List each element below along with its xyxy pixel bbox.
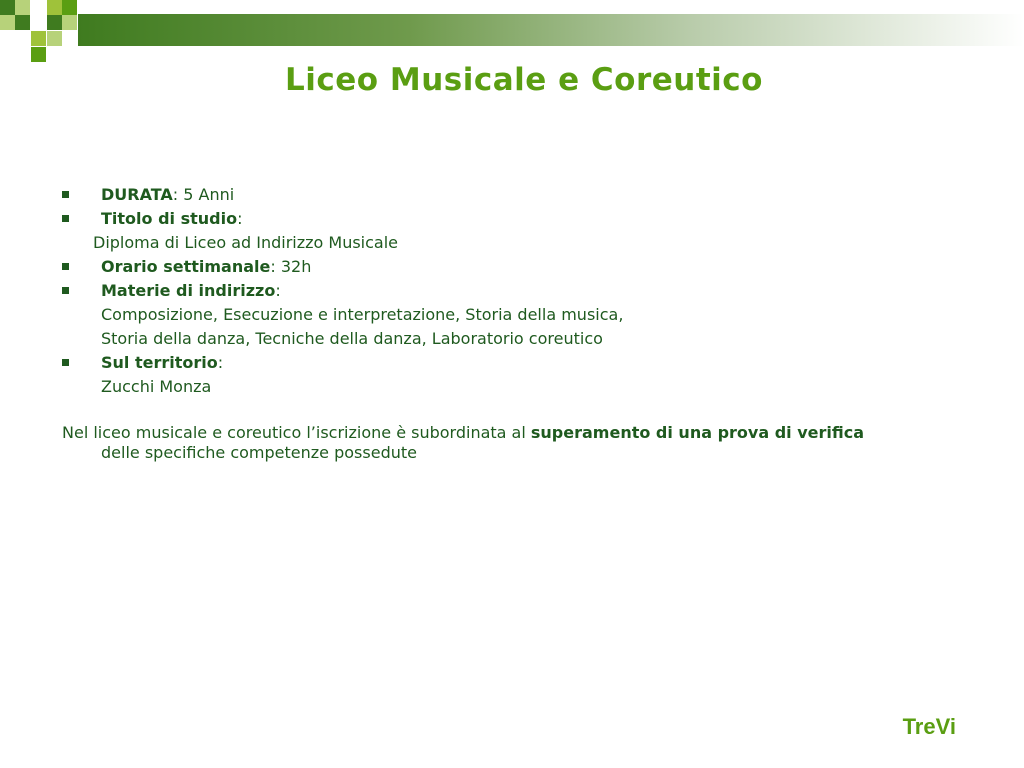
deco-square: [47, 31, 62, 46]
list-continuation: [62, 303, 962, 327]
deco-square: [62, 0, 77, 15]
item-label: Materie di indirizzo: [101, 281, 276, 300]
decorative-squares: [0, 0, 80, 62]
list-item: Titolo di studio:: [62, 207, 962, 231]
note-emphasis: superamento di una prova di verifica: [530, 423, 865, 442]
item-label: DURATA: [101, 185, 173, 204]
item-value: 32h: [280, 257, 312, 276]
note-text-continuation: delle specifiche competenze possedute: [101, 443, 417, 462]
item-label: Sul territorio: [101, 353, 218, 372]
note-text: Nel liceo musicale e coreutico l’iscrizione è subordinata al: [62, 423, 531, 442]
slide-content: [62, 183, 962, 399]
list-continuation: [62, 375, 962, 399]
deco-square: [62, 15, 77, 30]
deco-square: [15, 0, 30, 15]
deco-square: [31, 47, 46, 62]
square-bullet-icon: [62, 191, 69, 198]
item-detail: Zucchi Monza: [101, 377, 212, 396]
item-detail: Composizione, Esecuzione e interpretazione, Storia della musica,: [101, 305, 624, 324]
list-continuation: [62, 231, 962, 255]
square-bullet-icon: [62, 263, 69, 270]
deco-square: [47, 15, 62, 30]
deco-square: [0, 0, 15, 15]
item-label: Orario settimanale: [101, 257, 271, 276]
item-value: 5 Anni: [183, 185, 235, 204]
deco-square: [0, 15, 15, 30]
deco-square: [47, 0, 62, 15]
item-detail: Diploma di Liceo ad Indirizzo Musicale: [93, 233, 399, 252]
square-bullet-icon: [62, 359, 69, 366]
list-continuation: [62, 327, 962, 351]
deco-square: [15, 15, 30, 30]
enrollment-note: [62, 423, 962, 463]
list-item: Sul territorio:: [62, 351, 962, 375]
list-item: DURATA: 5 Anni: [62, 183, 962, 207]
brand-logo: TreVi: [902, 714, 956, 739]
item-label: Titolo di studio: [101, 209, 238, 228]
list-item: Orario settimanale: 32h: [62, 255, 962, 279]
deco-square: [31, 31, 46, 46]
square-bullet-icon: [62, 215, 69, 222]
slide-title: Liceo Musicale e Coreutico: [285, 62, 763, 98]
square-bullet-icon: [62, 287, 69, 294]
item-detail: Storia della danza, Tecniche della danza, Laboratorio coreutico: [101, 329, 603, 348]
list-item: Materie di indirizzo:: [62, 279, 962, 303]
header-gradient-bar: [78, 14, 1024, 46]
